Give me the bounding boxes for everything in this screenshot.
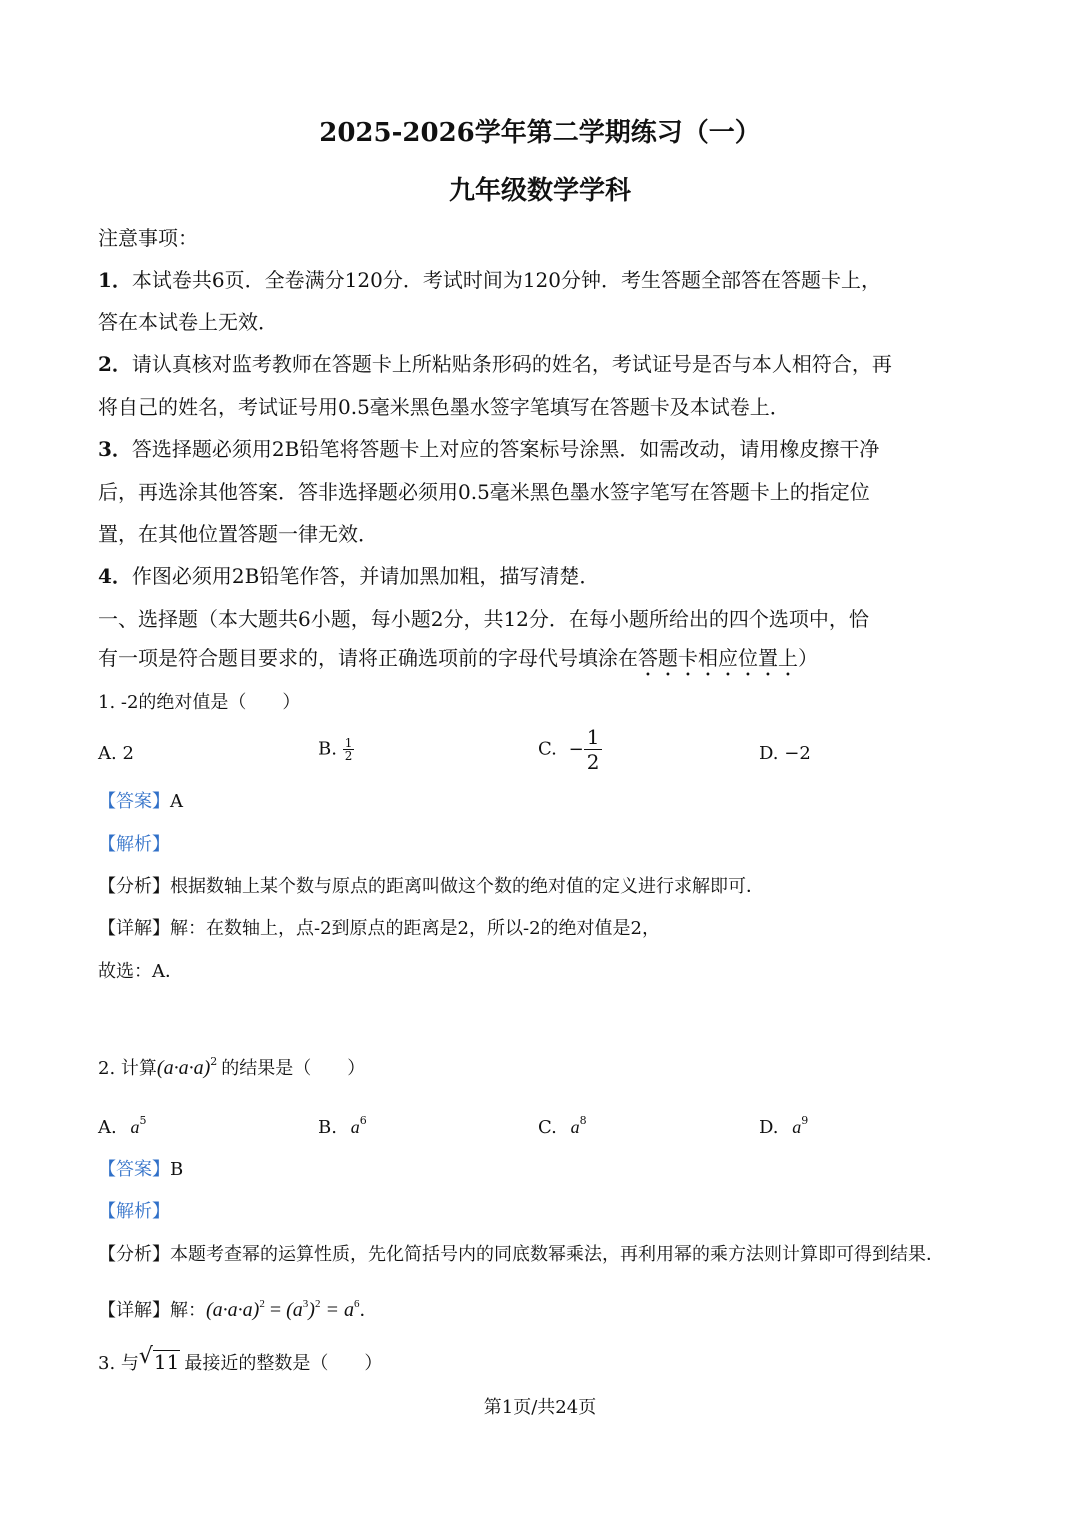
notice-heading: 注意事项：	[98, 226, 198, 250]
notice-item-number: 3．	[98, 437, 132, 461]
notice-item-3-line3: 置，在其他位置答题一律无效．	[98, 522, 378, 546]
page-subtitle: 九年级数学学科	[448, 176, 631, 206]
notice-item-number: 4．	[98, 564, 132, 588]
notice-item-2-line1: 2．请认真核对监考教师在答题卡上所粘贴条形码的姓名，考试证号是否与本人相符合，再	[98, 352, 892, 376]
answer-tag: 【答案】	[98, 1159, 170, 1180]
question-1-option-a: A. 2	[98, 743, 134, 764]
notice-item-number: 1．	[98, 268, 132, 292]
question-1-fenxi: 【分析】根据数轴上某个数与原点的距离叫做这个数的绝对值的定义进行求解即可．	[98, 876, 764, 897]
question-1-option-b: B. $\frac{1}{2}$	[318, 736, 353, 763]
notice-item-4-line1: 4．作图必须用2B铅笔作答，并请加黑加粗，描写清楚．	[98, 564, 600, 588]
page-title: 2025-2026学年第二学期练习（一）	[319, 118, 761, 148]
square-root: √ 11	[153, 1350, 180, 1373]
question-1-detail: 【详解】解：在数轴上，点-2到原点的距离是2，所以-2的绝对值是2，	[98, 918, 660, 939]
question-2-stem: 2. 计算$(a\cdot a\cdot a)^2$ 的结果是（ ）	[98, 1055, 366, 1079]
question-2-option-c: C. $a^8$	[538, 1114, 587, 1138]
fraction: $\frac{1}{2}$	[584, 727, 603, 772]
notice-item-3-line1: 3．答选择题必须用2B铅笔将答题卡上对应的答案标号涂黑．如需改动，请用橡皮擦干净	[98, 437, 880, 461]
notice-item-1-line2: 答在本试卷上无效．	[98, 310, 278, 334]
question-1-option-c: C. − $\frac{1}{2}$	[538, 727, 602, 772]
page-number: 第1页/共24页	[483, 1397, 597, 1418]
section-heading-line1: 一、选择题（本大题共6小题，每小题2分，共12分．在每小题所给出的四个选项中，恰	[98, 607, 869, 631]
question-2-option-b: B. $a^6$	[318, 1114, 367, 1138]
section-heading-line2: 有一项是符合题目要求的，请将正确选项前的字母代号填涂在答题卡相应位置上）	[98, 646, 818, 670]
question-3-stem: 3. 与√ 11 最接近的整数是（ ）	[98, 1350, 382, 1375]
question-2-option-a: A. $a^5$	[98, 1114, 147, 1138]
question-1-stem: 1. -2的绝对值是（ ）	[98, 692, 301, 713]
question-2-option-d: D. $a^9$	[759, 1114, 809, 1138]
question-2-analysis-tag: 【解析】	[98, 1201, 170, 1222]
question-1-conclusion: 故选：A．	[98, 961, 183, 982]
answer-tag: 【答案】	[98, 791, 170, 812]
math-expression: (a·a·a)	[156, 1057, 211, 1079]
question-2-detail: 【详解】解：$(a\cdot a\cdot a)^2 = (a^3)^2 = a^6$．	[98, 1298, 378, 1321]
question-1-analysis-tag: 【解析】	[98, 834, 170, 855]
notice-item-3-line2: 后，再选涂其他答案．答非选择题必须用0.5毫米黑色墨水签字笔写在答题卡上的指定位	[98, 480, 870, 504]
fraction: $\frac{1}{2}$	[344, 736, 353, 763]
notice-item-1-line1: 1．本试卷共6页．全卷满分120分．考试时间为120分钟．考生答题全部答在答题卡上，	[98, 268, 881, 292]
math-expression: $(a\cdot a\cdot a)^2 = (a^3)^2 = a^6$	[206, 1298, 360, 1321]
emphasis-text: 答题卡相应位置上	[638, 646, 798, 670]
question-1-answer: 【答案】A	[98, 791, 183, 812]
notice-item-number: 2．	[98, 352, 132, 376]
question-2-answer: 【答案】B	[98, 1159, 184, 1180]
question-2-fenxi: 【分析】本题考查幂的运算性质，先化简括号内的同底数幂乘法，再利用幂的乘方法则计算即可得到结果．	[98, 1244, 944, 1265]
question-1-option-d: D. −2	[759, 743, 811, 764]
notice-item-2-line2: 将自己的姓名，考试证号用0.5毫米黑色墨水签字笔填写在答题卡及本试卷上．	[98, 395, 790, 419]
